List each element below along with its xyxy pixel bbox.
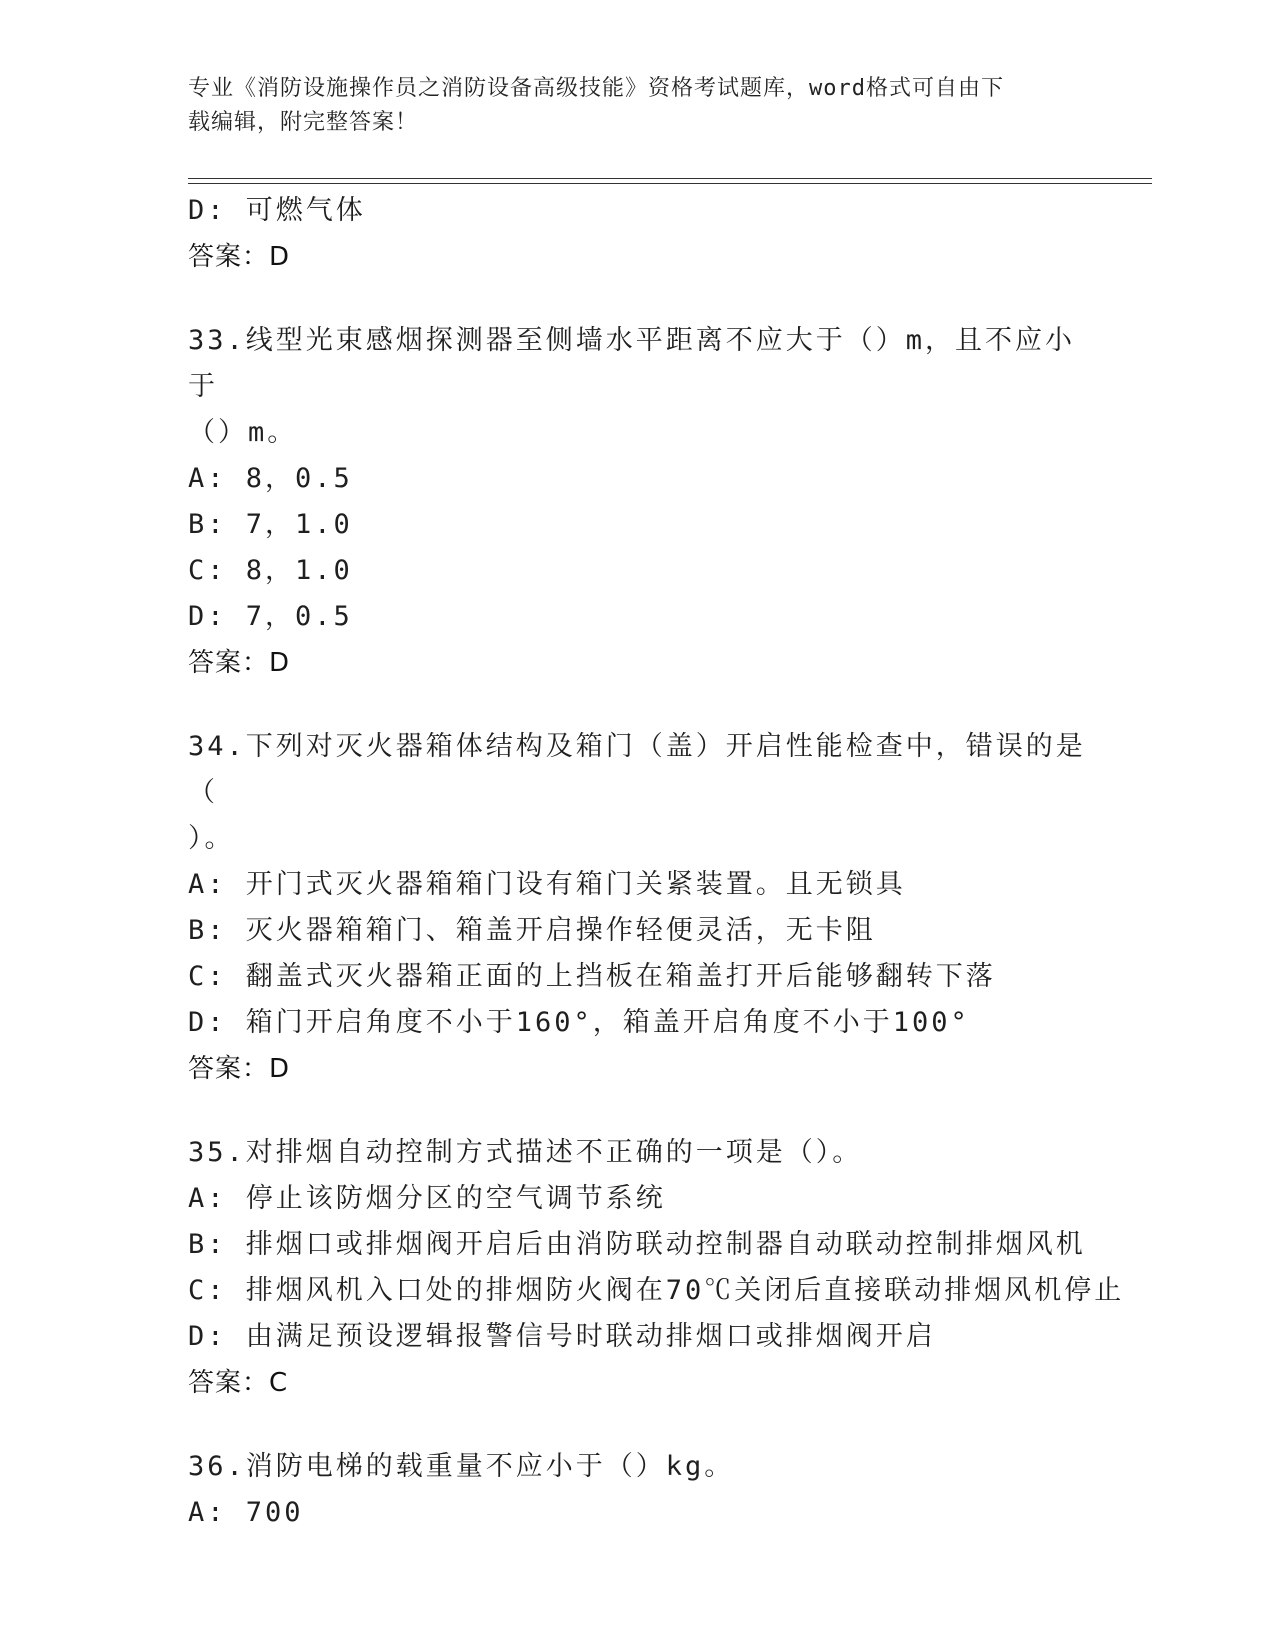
question-stem-continued: （）m。 — [188, 417, 298, 448]
header-line-2: 载编辑，附完整答案！ — [188, 110, 419, 135]
header-line-1: 专业《消防设施操作员之消防设备高级技能》资格考试题库，word格式可自由下 — [188, 76, 1004, 101]
question-33 — [188, 318, 1088, 686]
page-header — [188, 72, 1088, 140]
question-36 — [188, 1444, 1088, 1536]
answer-line: 答案：D — [188, 1054, 291, 1084]
option-a: A: 700 — [188, 1497, 304, 1528]
option-b: B: 7，1.0 — [188, 509, 353, 540]
option-c: C: 排烟风机入口处的排烟防火阀在70℃关闭后直接联动排烟风机停止 — [188, 1275, 1125, 1306]
question-stem: 34.下列对灭火器箱体结构及箱门（盖）开启性能检查中，错误的是（ — [188, 731, 1086, 808]
option-d: D: 可燃气体 — [188, 195, 366, 226]
option-b: B: 排烟口或排烟阀开启后由消防联动控制器自动联动控制排烟风机 — [188, 1229, 1086, 1260]
previous-question-tail — [188, 188, 1088, 280]
question-34 — [188, 724, 1088, 1092]
header-rule-bottom — [188, 183, 1152, 184]
option-c: C: 翻盖式灭火器箱正面的上挡板在箱盖打开后能够翻转下落 — [188, 961, 996, 992]
question-content — [188, 188, 1125, 1536]
question-stem-continued: ）。 — [188, 823, 235, 854]
answer-line: 答案：C — [188, 1368, 289, 1398]
option-a: A: 停止该防烟分区的空气调节系统 — [188, 1183, 666, 1214]
option-d: D: 7，0.5 — [188, 601, 353, 632]
option-a: A: 开门式灭火器箱箱门设有箱门关紧装置。且无锁具 — [188, 869, 906, 900]
answer-line: 答案：D — [188, 648, 291, 678]
option-c: C: 8，1.0 — [188, 555, 353, 586]
answer-line: 答案：D — [188, 242, 291, 272]
question-35 — [188, 1130, 1125, 1406]
header-rule-top — [188, 178, 1152, 179]
option-b: B: 灭火器箱箱门、箱盖开启操作轻便灵活，无卡阻 — [188, 915, 876, 946]
question-stem: 36.消防电梯的载重量不应小于（）kg。 — [188, 1451, 735, 1482]
option-d: D: 箱门开启角度不小于160°，箱盖开启角度不小于100° — [188, 1007, 970, 1038]
option-a: A: 8，0.5 — [188, 463, 353, 494]
question-stem: 35.对排烟自动控制方式描述不正确的一项是（）。 — [188, 1137, 863, 1168]
option-d: D: 由满足预设逻辑报警信号时联动排烟口或排烟阀开启 — [188, 1321, 936, 1352]
question-stem: 33.线型光束感烟探测器至侧墙水平距离不应大于（）m，且不应小于 — [188, 325, 1076, 402]
